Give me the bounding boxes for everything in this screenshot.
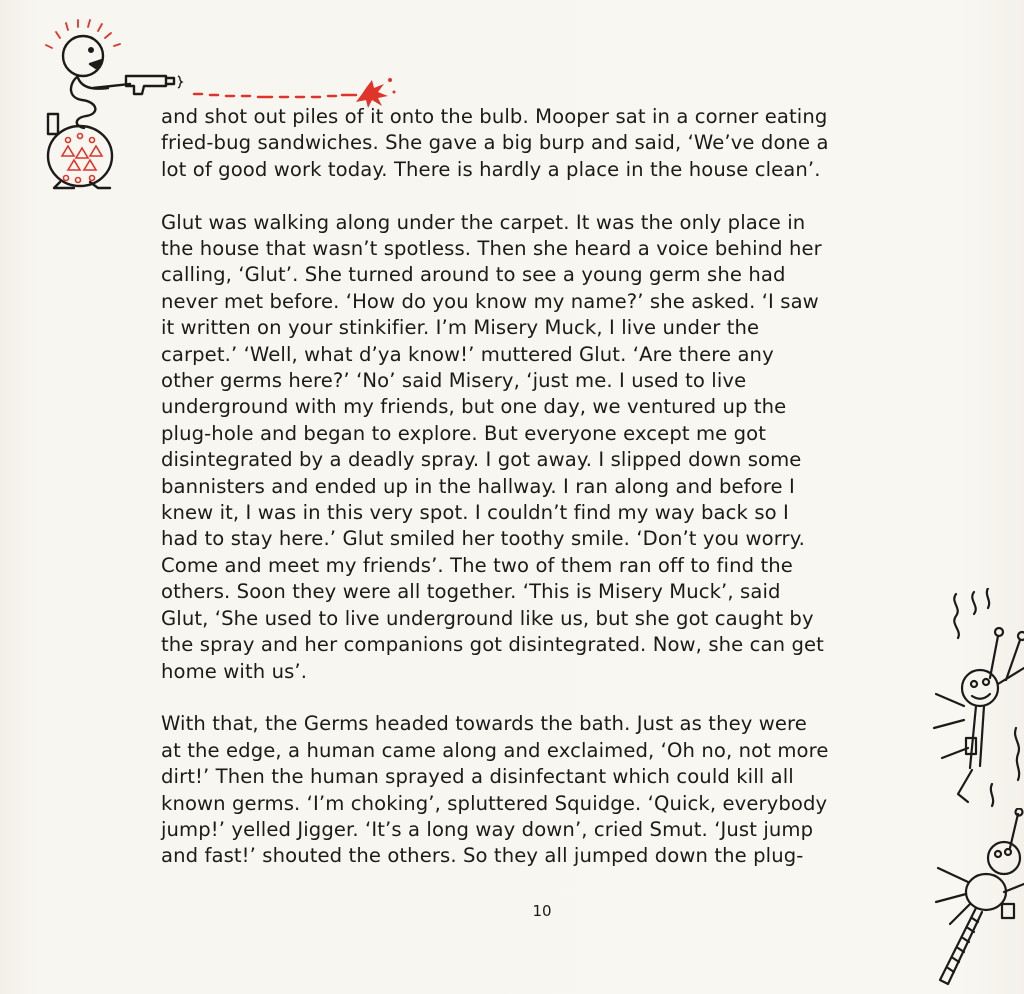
text-line: had to stay here.’ Glut smiled her toothy smile. ‘Don’t you worry. (161, 527, 805, 551)
text-line: it written on your stinkifier. I’m Misery Muck, I live under the (161, 316, 760, 340)
text-line: the house that wasn’t spotless. Then she heard a voice behind her (161, 237, 822, 261)
paragraph-2 (161, 210, 951, 685)
text-line: other germs here?’ ‘No’ said Misery, ‘just me. I used to live (161, 369, 747, 393)
text-line: and shot out piles of it onto the bulb. Mooper sat in a corner eating (161, 105, 828, 128)
germ-climbing-illustration (928, 588, 1024, 808)
text-line: others. Soon they were all together. ‘This is Misery Muck’, said (161, 580, 781, 604)
paragraph-1 (161, 104, 951, 183)
text-line: lot of good work today. There is hardly a place in the house clean’. (161, 157, 821, 181)
story-text (161, 104, 951, 870)
text-line: home with us’. (161, 659, 308, 683)
germ-falling-illustration (930, 808, 1024, 988)
text-line: disintegrated by a deadly spray. I got away. I slipped down some (161, 448, 802, 472)
text-line: Glut was walking along under the carpet. It was the only place in (161, 210, 806, 234)
text-line: Glut, ‘She used to live underground like us, but she got caught by (161, 606, 814, 630)
text-line: fried-bug sandwiches. She gave a big burp and said, ‘We’ve done a (161, 131, 829, 155)
paragraph-gap (161, 183, 951, 209)
text-line: never met before. ‘How do you know my name?’ she asked. ‘I saw (161, 289, 819, 313)
text-line: and fast!’ shouted the others. So they all jumped down the plug- (161, 844, 804, 868)
text-line: bannisters and ended up in the hallway. I ran along and before I (161, 474, 795, 498)
text-line: jump!’ yelled Jigger. ‘It’s a long way down’, cried Smut. ‘Just jump (161, 817, 814, 841)
text-line: the spray and her companions got disintegrated. Now, she can get (161, 633, 824, 657)
text-line: knew it, I was in this very spot. I couldn’t find my way back so I (161, 501, 789, 525)
paragraph-gap (161, 685, 951, 711)
page-number: 10 (532, 902, 552, 920)
text-line: dirt!’ Then the human sprayed a disinfectant which could kill all (161, 765, 794, 789)
text-line: plug-hole and began to explore. But everyone except me got (161, 421, 767, 445)
text-line: underground with my friends, but one day, we ventured up the (161, 395, 787, 419)
text-line: carpet.’ ‘Well, what d’ya know!’ muttered Glut. ‘Are there any (161, 342, 774, 366)
text-line: calling, ‘Glut’. She turned around to see a young germ she had (161, 263, 786, 287)
text-line: With that, the Germs headed towards the bath. Just as they were (161, 712, 807, 736)
paragraph-3 (161, 711, 951, 869)
text-line: Come and meet my friends’. The two of them ran off to find the (161, 553, 793, 577)
text-line: at the edge, a human came along and exclaimed, ‘Oh no, not more (161, 738, 829, 762)
text-line: known germs. ‘I’m choking’, spluttered Squidge. ‘Quick, everybody (161, 791, 828, 815)
